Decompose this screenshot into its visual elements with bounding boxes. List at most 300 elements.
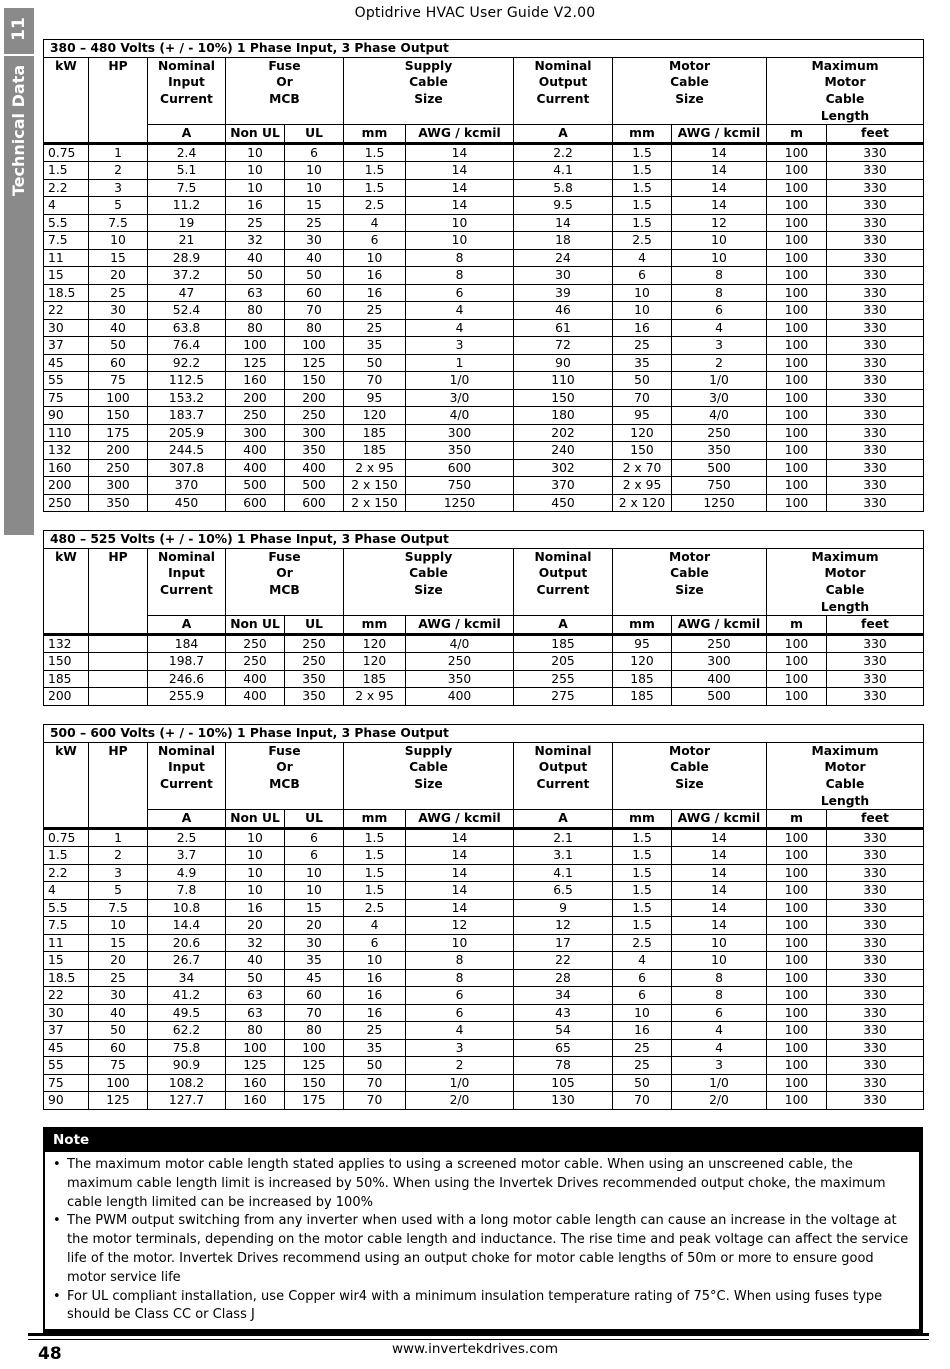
table-cell: 35	[344, 337, 406, 355]
table-row	[44, 987, 924, 1005]
table-cell: 63	[226, 987, 285, 1005]
table-cell: 14	[406, 828, 514, 847]
table-cell: 100	[767, 477, 827, 495]
table-cell: 330	[827, 477, 924, 495]
table-cell: 10	[672, 934, 767, 952]
table-cell: 6	[672, 1004, 767, 1022]
table-cell: 2.5	[148, 828, 226, 847]
note-item	[53, 1156, 909, 1212]
table-cell: 330	[827, 828, 924, 847]
table-cell: 307.8	[148, 459, 226, 477]
table-cell: 62.2	[148, 1022, 226, 1040]
table-cell	[89, 670, 148, 688]
table-cell: 16	[344, 267, 406, 285]
table-cell: 100	[767, 162, 827, 180]
table-cell: 120	[344, 653, 406, 671]
table-cell: 185	[344, 442, 406, 460]
unit-header: UL	[285, 616, 344, 635]
table-cell: 2/0	[406, 1092, 514, 1110]
table-cell: 39	[514, 284, 613, 302]
table-cell: 200	[44, 688, 89, 706]
table-cell: 2 x 95	[344, 459, 406, 477]
unit-header: A	[514, 810, 613, 829]
note-item-text: For UL compliant installation, use Copper wir4 with a minimum insulation temperature rating of 75°C. When using fuses type should be Class CC or Class J	[67, 1288, 883, 1323]
table-cell: 200	[285, 389, 344, 407]
table-cell: 20	[89, 952, 148, 970]
table-cell: 246.6	[148, 670, 226, 688]
table-cell: 175	[285, 1092, 344, 1110]
table-cell: 6	[672, 302, 767, 320]
header-line: MCB	[269, 91, 300, 106]
header-line: MCB	[269, 776, 300, 791]
table-cell: 200	[226, 389, 285, 407]
column-header-hp: HP	[89, 548, 148, 634]
table-cell: 6	[285, 143, 344, 162]
table-cell: 63	[226, 1004, 285, 1022]
table-cell: 1.5	[344, 179, 406, 197]
table-cell: 350	[285, 688, 344, 706]
table-cell: 450	[148, 494, 226, 512]
header-line: Maximum	[811, 743, 879, 758]
unit-header: AWG / kcmil	[406, 616, 514, 635]
table-cell: 100	[767, 424, 827, 442]
table-row	[44, 1074, 924, 1092]
table-cell: 330	[827, 1039, 924, 1057]
table-cell: 15	[285, 197, 344, 215]
table-cell: 240	[514, 442, 613, 460]
table-cell: 185	[514, 634, 613, 653]
table-cell: 14	[672, 882, 767, 900]
table-cell: 330	[827, 407, 924, 425]
table-cell: 2 x 150	[344, 477, 406, 495]
table-cell	[89, 653, 148, 671]
header-line: Cable	[825, 776, 865, 791]
header-line: Size	[414, 776, 443, 791]
table-cell: 400	[672, 670, 767, 688]
table-row	[44, 442, 924, 460]
table-cell: 125	[285, 1057, 344, 1075]
table-cell: 370	[148, 477, 226, 495]
table-cell: 300	[406, 424, 514, 442]
table-cell: 160	[44, 459, 89, 477]
table-cell: 7.8	[148, 882, 226, 900]
table-cell: 100	[767, 1022, 827, 1040]
table-cell: 10	[226, 143, 285, 162]
table-title-row	[44, 531, 924, 549]
header-line: Length	[820, 793, 870, 808]
table-cell: 8	[672, 969, 767, 987]
column-header-kw: kW	[44, 57, 89, 143]
table-row	[44, 653, 924, 671]
table-cell: 150	[285, 372, 344, 390]
table-cell: 20	[285, 917, 344, 935]
table-cell: 15	[44, 952, 89, 970]
table-cell: 50	[344, 354, 406, 372]
column-header-fuse	[226, 57, 344, 125]
table-cell: 500	[672, 688, 767, 706]
note-item	[53, 1288, 909, 1326]
table-cell	[89, 634, 148, 653]
table-cell: 153.2	[148, 389, 226, 407]
header-line: Motor	[668, 549, 711, 564]
table-cell: 2.4	[148, 143, 226, 162]
column-header-nominal-input-current	[148, 742, 226, 810]
table-cell: 120	[613, 653, 672, 671]
table-cell: 50	[344, 1057, 406, 1075]
header-line: Supply	[404, 743, 453, 758]
table-cell: 30	[89, 987, 148, 1005]
table-cell: 60	[285, 987, 344, 1005]
unit-header: mm	[613, 810, 672, 829]
table-cell: 105	[514, 1074, 613, 1092]
table-cell: 1250	[672, 494, 767, 512]
table-cell: 330	[827, 389, 924, 407]
table-cell: 5	[89, 197, 148, 215]
table-cell: 150	[285, 1074, 344, 1092]
table-cell: 10	[344, 952, 406, 970]
table-row	[44, 882, 924, 900]
table-cell: 100	[767, 319, 827, 337]
table-cell: 244.5	[148, 442, 226, 460]
table-cell: 90	[44, 407, 89, 425]
table-row	[44, 828, 924, 847]
table-cell: 250	[285, 653, 344, 671]
table-cell: 1.5	[613, 162, 672, 180]
table-cell: 0.75	[44, 143, 89, 162]
table-cell: 6	[344, 934, 406, 952]
table-cell: 1.5	[613, 143, 672, 162]
header-line: Or	[276, 566, 293, 581]
table-cell: 1.5	[44, 162, 89, 180]
table-cell: 50	[613, 1074, 672, 1092]
table-cell: 1	[89, 828, 148, 847]
table-cell: 150	[44, 653, 89, 671]
table-cell: 250	[226, 653, 285, 671]
table-title: 480 – 525 Volts (+ / - 10%) 1 Phase Input, 3 Phase Output	[44, 531, 924, 549]
table-cell: 16	[344, 969, 406, 987]
table-cell: 330	[827, 302, 924, 320]
table-cell	[89, 688, 148, 706]
table-cell: 100	[89, 389, 148, 407]
table-cell: 4	[44, 197, 89, 215]
header-line: Motor	[824, 566, 866, 581]
table-cell: 14	[672, 899, 767, 917]
table-cell: 250	[44, 494, 89, 512]
table-cell: 100	[767, 828, 827, 847]
table-cell: 35	[285, 952, 344, 970]
table-cell: 10	[613, 302, 672, 320]
table-cell: 54	[514, 1022, 613, 1040]
table-row	[44, 634, 924, 653]
table-cell: 2.5	[344, 197, 406, 215]
table-cell: 2.5	[344, 899, 406, 917]
table-cell: 100	[767, 302, 827, 320]
table-cell: 22	[44, 987, 89, 1005]
table-cell: 46	[514, 302, 613, 320]
table-cell: 2.2	[44, 179, 89, 197]
bullet-icon: •	[53, 1157, 61, 1172]
table-cell: 330	[827, 424, 924, 442]
table-cell: 1/0	[406, 372, 514, 390]
table-cell: 70	[613, 389, 672, 407]
header-line: Fuse	[268, 58, 301, 73]
table-cell: 330	[827, 864, 924, 882]
table-cell: 330	[827, 372, 924, 390]
table-cell: 45	[285, 969, 344, 987]
table-cell: 2.2	[514, 143, 613, 162]
table-cell: 25	[613, 1057, 672, 1075]
header-line: Output	[538, 566, 588, 581]
table-cell: 330	[827, 214, 924, 232]
table-cell: 34	[148, 969, 226, 987]
table-cell: 8	[672, 987, 767, 1005]
table-cell: 250	[406, 653, 514, 671]
header-line: Length	[820, 108, 870, 123]
table-cell: 14	[672, 847, 767, 865]
table-row	[44, 302, 924, 320]
table-cell: 400	[226, 688, 285, 706]
table-cell: 50	[89, 337, 148, 355]
table-cell: 25	[344, 302, 406, 320]
table-cell: 80	[226, 319, 285, 337]
table-cell: 16	[613, 319, 672, 337]
table-cell: 330	[827, 249, 924, 267]
table-cell: 70	[344, 372, 406, 390]
table-cell: 6	[406, 1004, 514, 1022]
column-header-nominal-input-current	[148, 57, 226, 125]
table-cell: 50	[89, 1022, 148, 1040]
table-cell: 300	[226, 424, 285, 442]
page-number: 48	[38, 1344, 62, 1364]
table-cell: 12	[672, 214, 767, 232]
table-cell: 330	[827, 143, 924, 162]
table-cell: 100	[767, 267, 827, 285]
table-cell: 15	[89, 249, 148, 267]
table-cell: 300	[285, 424, 344, 442]
table-cell: 6	[406, 284, 514, 302]
table-cell: 18	[514, 232, 613, 250]
table-cell: 7.5	[148, 179, 226, 197]
table-cell: 400	[285, 459, 344, 477]
table-cell: 330	[827, 494, 924, 512]
table-cell: 10	[285, 179, 344, 197]
unit-header: Non UL	[226, 616, 285, 635]
table-cell: 400	[226, 442, 285, 460]
table-cell: 1.5	[613, 828, 672, 847]
unit-header: AWG / kcmil	[406, 125, 514, 144]
table-cell: 8	[406, 249, 514, 267]
table-cell: 185	[344, 670, 406, 688]
column-header-hp: HP	[89, 57, 148, 143]
unit-header: mm	[344, 616, 406, 635]
table-cell: 100	[767, 459, 827, 477]
table-row	[44, 864, 924, 882]
table-cell: 4	[672, 319, 767, 337]
unit-header: A	[148, 810, 226, 829]
unit-header: feet	[827, 616, 924, 635]
table-cell: 112.5	[148, 372, 226, 390]
table-cell: 100	[767, 494, 827, 512]
table-cell: 35	[344, 1039, 406, 1057]
table-cell: 330	[827, 634, 924, 653]
header-line: Maximum	[811, 549, 879, 564]
note-heading: Note	[45, 1129, 919, 1152]
table-cell: 24	[514, 249, 613, 267]
chapter-number: 11	[8, 17, 29, 41]
note-item-text: The maximum motor cable length stated applies to using a screened motor cable. When using an unscreened cable, the maximum cable length limit is increased by 50%. When using the Invertek Drives recommended output choke, the maximum cable length limited can be increased by 100%	[67, 1157, 886, 1210]
table-cell: 175	[89, 424, 148, 442]
table-cell: 40	[89, 319, 148, 337]
table-cell: 4	[672, 1039, 767, 1057]
table-cell: 100	[767, 969, 827, 987]
table-cell: 4.1	[514, 162, 613, 180]
table-cell: 30	[514, 267, 613, 285]
header-line: Cable	[670, 75, 709, 90]
table-cell: 10	[672, 952, 767, 970]
table-cell: 8	[672, 284, 767, 302]
table-cell: 4/0	[672, 407, 767, 425]
column-header-max-cable-length	[767, 548, 924, 616]
table-cell: 100	[767, 197, 827, 215]
table-cell: 100	[767, 1092, 827, 1110]
header-line: Nominal	[534, 58, 592, 73]
header-line: Or	[276, 760, 293, 775]
column-header-fuse	[226, 548, 344, 616]
table-cell: 14	[406, 162, 514, 180]
table-cell: 90	[514, 354, 613, 372]
table-cell: 43	[514, 1004, 613, 1022]
unit-header: AWG / kcmil	[672, 616, 767, 635]
table-cell: 330	[827, 882, 924, 900]
table-cell: 125	[226, 1057, 285, 1075]
header-line: Supply	[404, 549, 453, 564]
column-header-supply-cable	[344, 742, 514, 810]
table-cell: 4.9	[148, 864, 226, 882]
table-cell: 8	[406, 952, 514, 970]
header-line: Size	[414, 91, 443, 106]
table-cell: 10	[89, 917, 148, 935]
table-cell: 50	[226, 267, 285, 285]
unit-header: A	[514, 616, 613, 635]
table-cell: 60	[285, 284, 344, 302]
header-line: Cable	[409, 760, 448, 775]
table-cell: 14	[406, 143, 514, 162]
table-cell: 5.8	[514, 179, 613, 197]
table-cell: 205.9	[148, 424, 226, 442]
table-cell: 120	[613, 424, 672, 442]
table-cell: 100	[767, 917, 827, 935]
table-cell: 100	[767, 232, 827, 250]
header-line: Nominal	[534, 743, 592, 758]
table-cell: 4.1	[514, 864, 613, 882]
unit-header: m	[767, 616, 827, 635]
table-row	[44, 688, 924, 706]
table-title: 380 – 480 Volts (+ / - 10%) 1 Phase Input, 3 Phase Output	[44, 40, 924, 58]
header-line: Size	[675, 91, 704, 106]
table-cell: 100	[767, 179, 827, 197]
table-cell: 500	[285, 477, 344, 495]
table-cell: 330	[827, 1074, 924, 1092]
table-cell: 300	[89, 477, 148, 495]
table-cell: 1.5	[344, 864, 406, 882]
unit-header: mm	[613, 125, 672, 144]
table-cell: 2 x 150	[344, 494, 406, 512]
table-cell: 7.5	[89, 214, 148, 232]
table-cell: 1.5	[344, 882, 406, 900]
table-cell: 330	[827, 688, 924, 706]
table-cell: 132	[44, 442, 89, 460]
table-cell: 70	[285, 302, 344, 320]
table-cell: 70	[285, 1004, 344, 1022]
table-cell: 450	[514, 494, 613, 512]
table-cell: 600	[285, 494, 344, 512]
header-line: Size	[414, 582, 443, 597]
table-cell: 100	[767, 987, 827, 1005]
table-cell: 2 x 95	[613, 477, 672, 495]
table-cell: 14	[406, 864, 514, 882]
table-cell: 15	[89, 934, 148, 952]
table-cell: 10	[285, 882, 344, 900]
table-cell: 1250	[406, 494, 514, 512]
table-cell: 5.5	[44, 214, 89, 232]
header-line: Supply	[404, 58, 453, 73]
header-line: Nominal	[534, 549, 592, 564]
table-cell: 9	[514, 899, 613, 917]
table-cell: 600	[406, 459, 514, 477]
spec-table-380-480v	[43, 39, 924, 512]
column-header-row	[44, 548, 924, 616]
table-cell: 10	[226, 882, 285, 900]
table-cell: 1.5	[613, 847, 672, 865]
table-cell: 2	[406, 1057, 514, 1075]
table-cell: 22	[44, 302, 89, 320]
table-cell: 100	[767, 249, 827, 267]
table-cell: 4	[344, 917, 406, 935]
bullet-icon: •	[53, 1288, 61, 1304]
column-header-row	[44, 742, 924, 810]
column-header-supply-cable	[344, 548, 514, 616]
header-line: Input	[168, 566, 205, 581]
column-header-nominal-input-current	[148, 548, 226, 616]
table-cell: 100	[767, 882, 827, 900]
header-line: Cable	[409, 75, 448, 90]
table-cell: 100	[767, 847, 827, 865]
units-row	[44, 616, 924, 635]
table-cell: 30	[44, 319, 89, 337]
table-cell: 330	[827, 899, 924, 917]
table-cell: 32	[226, 232, 285, 250]
bullet-icon: •	[53, 1213, 61, 1229]
table-cell: 4/0	[406, 407, 514, 425]
table-cell: 4	[613, 952, 672, 970]
table-cell: 330	[827, 442, 924, 460]
column-header-kw: kW	[44, 742, 89, 828]
table-cell: 70	[344, 1074, 406, 1092]
chapter-side-tab	[4, 8, 34, 535]
table-cell: 1/0	[406, 1074, 514, 1092]
table-cell: 330	[827, 847, 924, 865]
table-cell: 1.5	[344, 847, 406, 865]
table-cell: 28	[514, 969, 613, 987]
table-cell: 21	[148, 232, 226, 250]
table-cell: 6.5	[514, 882, 613, 900]
column-header-row	[44, 57, 924, 125]
table-cell: 8	[406, 267, 514, 285]
header-line: Current	[160, 776, 213, 791]
header-line: Cable	[670, 566, 709, 581]
table-cell: 55	[44, 1057, 89, 1075]
table-cell: 100	[767, 214, 827, 232]
